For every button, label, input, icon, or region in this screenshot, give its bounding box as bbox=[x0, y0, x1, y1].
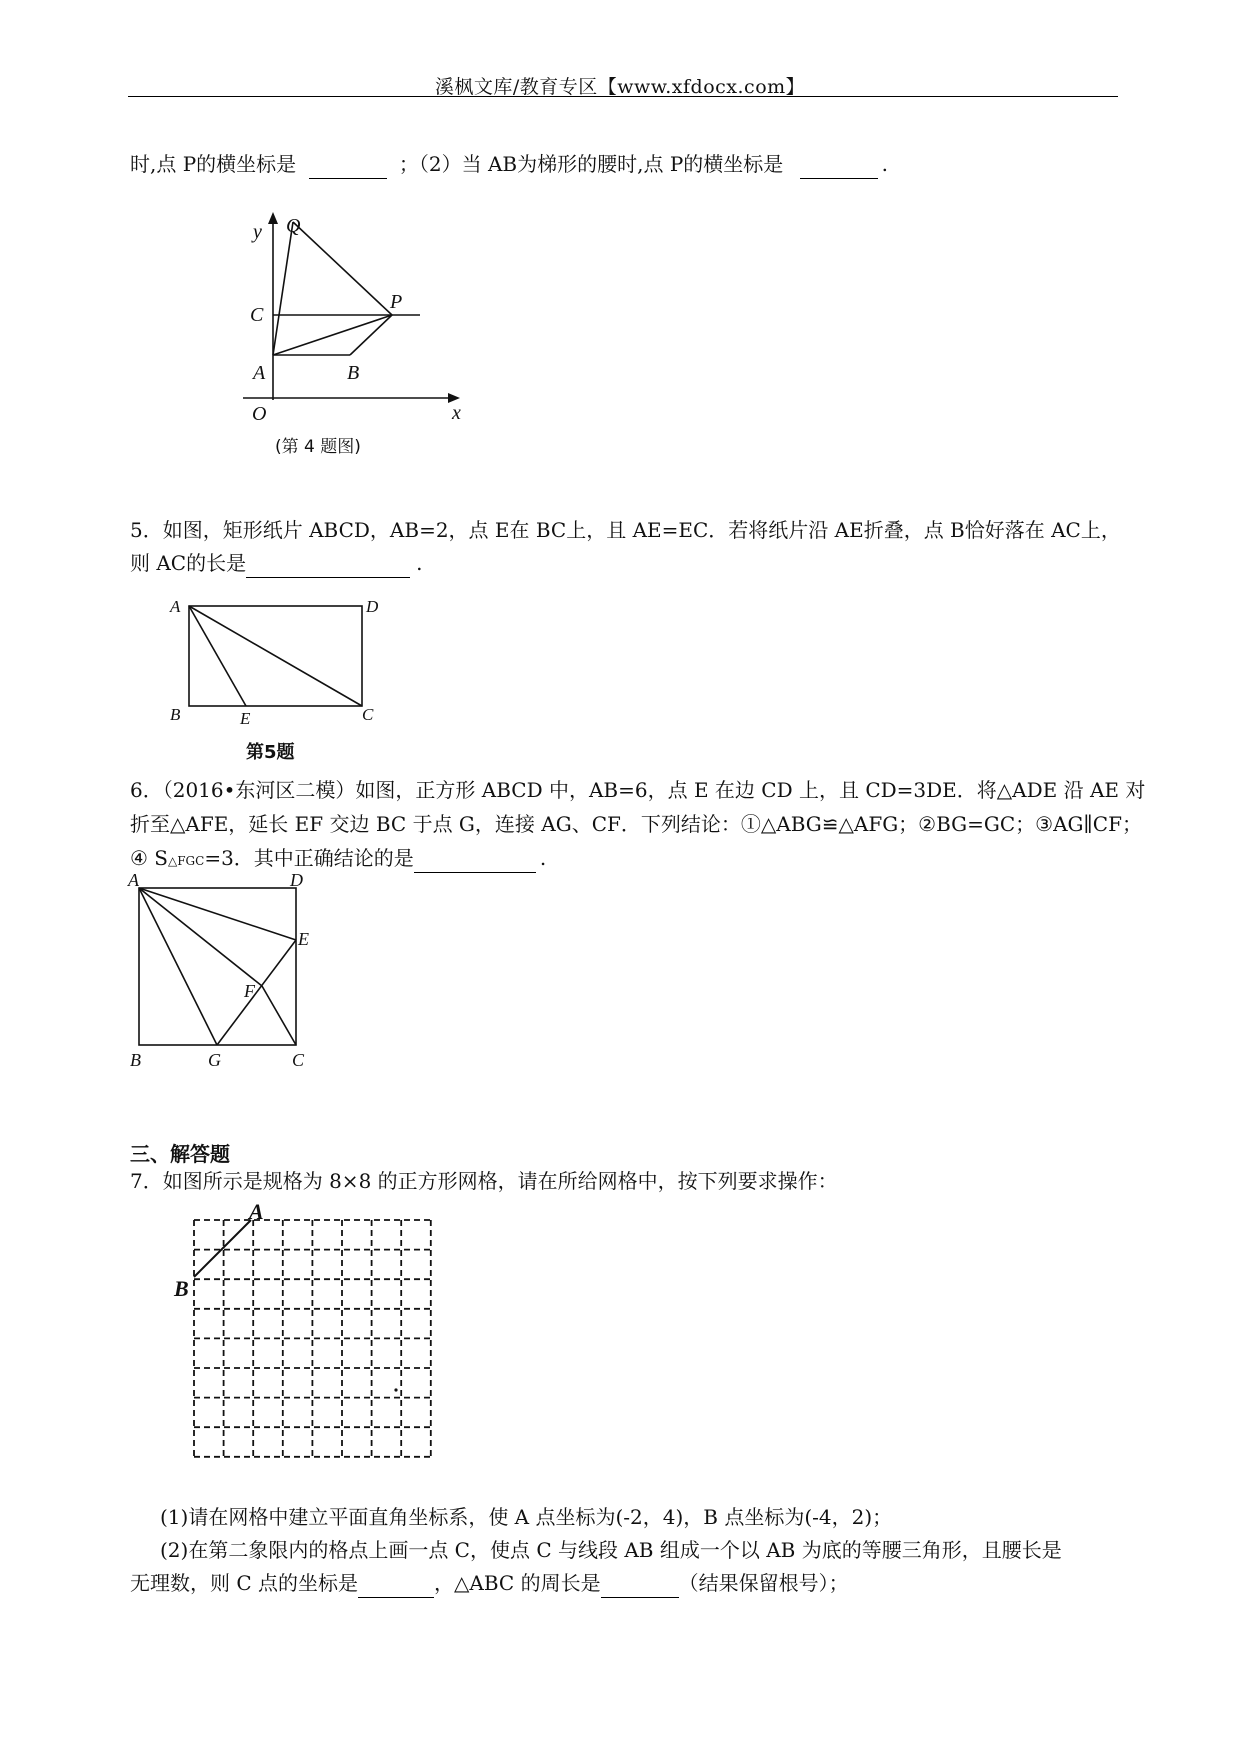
q7-answer-blank-perimeter[interactable] bbox=[601, 1569, 679, 1598]
q5-text-line-2 bbox=[130, 549, 422, 578]
q6-label-f: F bbox=[244, 981, 255, 1001]
q5-label-d: D bbox=[366, 597, 379, 616]
q7-label-b: B bbox=[174, 1276, 189, 1301]
q4-segment-qa bbox=[273, 222, 293, 355]
q4-segment-bp bbox=[350, 315, 392, 355]
q5-text-line-1: 5．如图，矩形纸片 ABCD，AB=2，点 E在 BC上，且 AE=EC．若将纸片沿 AE折叠，点 B恰好落在 AC上， bbox=[130, 518, 1121, 542]
q5-figure bbox=[160, 590, 420, 765]
q7-item-2-line-1: (2)在第二象限内的格点上画一点 C，使点 C 与线段 AB 组成一个以 AB 为底的等腰三角形，且腰长是 bbox=[160, 1538, 1062, 1562]
q6-segment-ag bbox=[139, 888, 217, 1045]
q6-label-d: D bbox=[290, 870, 303, 890]
q6-text-prefix: ④ S bbox=[130, 846, 168, 870]
q6-text-line-2: 折至△AFE，延长 EF 交边 BC 于点 G，连接 AG、CF．下列结论：①△ABG≌△AFG；②BG=GC；③AG∥CF； bbox=[130, 812, 1142, 836]
q6-label-a: A bbox=[128, 870, 139, 890]
q6-figure bbox=[125, 868, 330, 1073]
q5-text-prefix: 则 AC的长是 bbox=[130, 551, 247, 575]
q4-label-a: A bbox=[253, 362, 266, 384]
section-title: 三、解答题 bbox=[130, 1142, 230, 1166]
q6-segment-eg bbox=[217, 940, 296, 1045]
q7-item-1: (1)请在网格中建立平面直角坐标系，使 A 点坐标为(-2，4)，B 点坐标为(-4，2)； bbox=[160, 1505, 893, 1529]
q4-figure-caption: (第 4 题图) bbox=[275, 437, 361, 457]
q4-label-q: Q bbox=[286, 215, 301, 237]
q6-label-g: G bbox=[208, 1050, 221, 1070]
q5-segment-ac bbox=[189, 606, 362, 706]
q7-item-2-text-b: ，△ABC 的周长是 bbox=[434, 1571, 601, 1595]
q4-segment-ap bbox=[273, 315, 392, 355]
q5-figure-caption: 第5题 bbox=[246, 742, 295, 763]
q4-label-x: x bbox=[452, 402, 461, 424]
q4-text-end: . bbox=[881, 152, 889, 176]
q6-label-b: B bbox=[130, 1050, 141, 1070]
q4-label-p: P bbox=[390, 291, 403, 313]
q4-y-arrow bbox=[268, 212, 278, 224]
q4-segment-qp bbox=[293, 222, 392, 315]
q6-label-e: E bbox=[298, 929, 309, 949]
q6-text-subscript: △FGC bbox=[168, 854, 205, 868]
q7-item-2-line-2 bbox=[130, 1569, 849, 1598]
q7-grid-figure bbox=[168, 1190, 448, 1475]
q4-label-c: C bbox=[250, 304, 264, 326]
q5-answer-blank[interactable] bbox=[246, 549, 410, 578]
q7-item-2-text-a: 无理数，则 C 点的坐标是 bbox=[130, 1571, 359, 1595]
q4-label-y: y bbox=[253, 221, 262, 243]
q7-answer-blank-coordinate[interactable] bbox=[358, 1569, 434, 1598]
q6-label-c: C bbox=[292, 1050, 305, 1070]
q4-text-line bbox=[130, 150, 888, 179]
q4-figure bbox=[230, 205, 470, 460]
q4-text-part1: 时,点 P的横坐标是 bbox=[130, 152, 297, 176]
q6-answer-blank[interactable] bbox=[414, 844, 536, 873]
q7-item-2-text-c: （结果保留根号）； bbox=[678, 1571, 849, 1595]
q4-answer-blank-1[interactable] bbox=[309, 150, 387, 179]
q5-segment-ae bbox=[189, 606, 246, 706]
q6-segment-fc bbox=[262, 986, 296, 1045]
q7-text-line-1: 7．如图所示是规格为 8×8 的正方形网格，请在所给网格中，按下列要求操作： bbox=[130, 1169, 838, 1193]
q5-text-end: . bbox=[416, 551, 423, 575]
q7-stray-dot bbox=[394, 1388, 397, 1391]
q6-text-line-1: 6．（2016•东河区二模）如图，正方形 ABCD 中，AB=6，点 E 在边 CD 上，且 CD=3DE．将△ADE 沿 AE 对 bbox=[130, 778, 1146, 802]
q7-dashed-grid bbox=[194, 1220, 431, 1457]
q7-segment-ab bbox=[194, 1220, 251, 1277]
q6-segment-ae bbox=[139, 888, 296, 940]
q4-answer-blank-2[interactable] bbox=[800, 150, 878, 179]
q5-label-c: C bbox=[362, 705, 374, 724]
q4-label-b: B bbox=[347, 362, 360, 384]
q7-label-a: A bbox=[249, 1199, 264, 1224]
q5-label-b: B bbox=[170, 705, 181, 724]
q5-label-e: E bbox=[240, 709, 251, 728]
page-header: 溪枫文库/教育专区【www.xfdocx.com】 bbox=[434, 76, 806, 98]
header-rule bbox=[128, 96, 1118, 97]
q6-segment-af bbox=[139, 888, 262, 986]
q4-text-part2: ；（2）当 AB为梯形的腰时,点 P的横坐标是 bbox=[398, 152, 784, 176]
q6-text-mid: =3．其中正确结论的是 bbox=[204, 846, 414, 870]
q6-square-abcd bbox=[139, 888, 296, 1045]
q6-text-end: . bbox=[539, 846, 547, 870]
q5-label-a: A bbox=[170, 597, 181, 616]
q4-label-o: O bbox=[252, 403, 267, 425]
